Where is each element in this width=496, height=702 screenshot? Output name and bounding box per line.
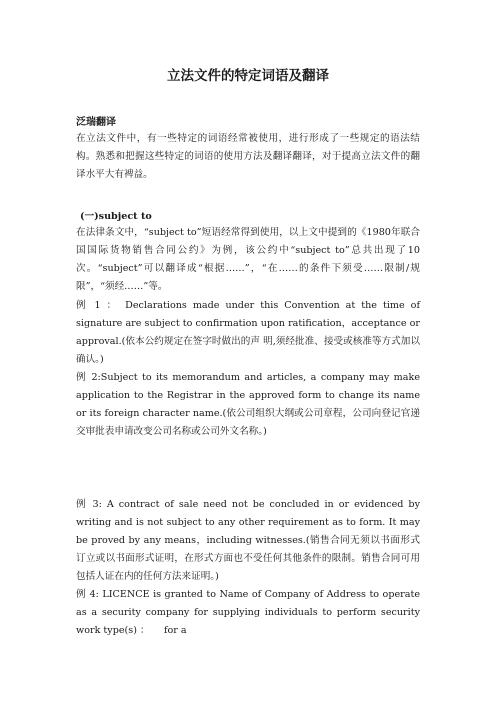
intro-paragraph: 在立法文件中，有一些特定的词语经常被使用，进行形成了一些规定的语法结构。熟悉和把握这些特定的词语的使用方法及翻译翻译，对于提高立法文件的翻译水平大有裨益。	[76, 133, 420, 180]
author-line: 泛瑞翻译	[76, 117, 116, 128]
section-heading: (一)subject to	[80, 211, 152, 222]
section-paragraph: 在法律条文中，“subject to”短语经常得到使用，以上文中提到的《1980年联合国国际货物销售合同公约》为例，该公约中“subject to”总共出现了10次。“subject”可以翻译成“根据……”，“在……的条件下须受……限制/规限”，“须经……”等。	[76, 227, 420, 292]
document-title: 立法文件的特定词语及翻译	[167, 68, 329, 84]
example-3-paragraph: 例 3: A contract of sale need not be concluded in or evidenced by writing and is not subject to any other requirement as to form. It may be proved by any means，including witnesses.(销售合同无须以书面形式订立或以书面形式证明，在形式方面也不受任何其他条件的限制。销售合同可用包括人证在内的任何方法来证明。)	[76, 499, 420, 582]
example-1-paragraph: 例 1 ： Declarations made under this Convention at the time of signature are subject to confirmation upon ratification，acceptance or approval.(依本公约规定在签字时做出的声 明,须经批准、接受或核准等方式加以确认。)	[76, 300, 420, 365]
example-2-paragraph: 例 2:Subject to its memorandum and articles, a company may make application to the Registrar in the approved form to change its name or its foreign character name.(依公司组织大纲或公司章程，公司向登记官递交审批表申请改变公司名称或公司外文名称。)	[76, 372, 420, 437]
example-4-paragraph: 例 4: LICENCE is granted to Name of Company of Address to operate as a security company for supplying individuals to perform security work type(s) ： for a	[76, 589, 420, 636]
